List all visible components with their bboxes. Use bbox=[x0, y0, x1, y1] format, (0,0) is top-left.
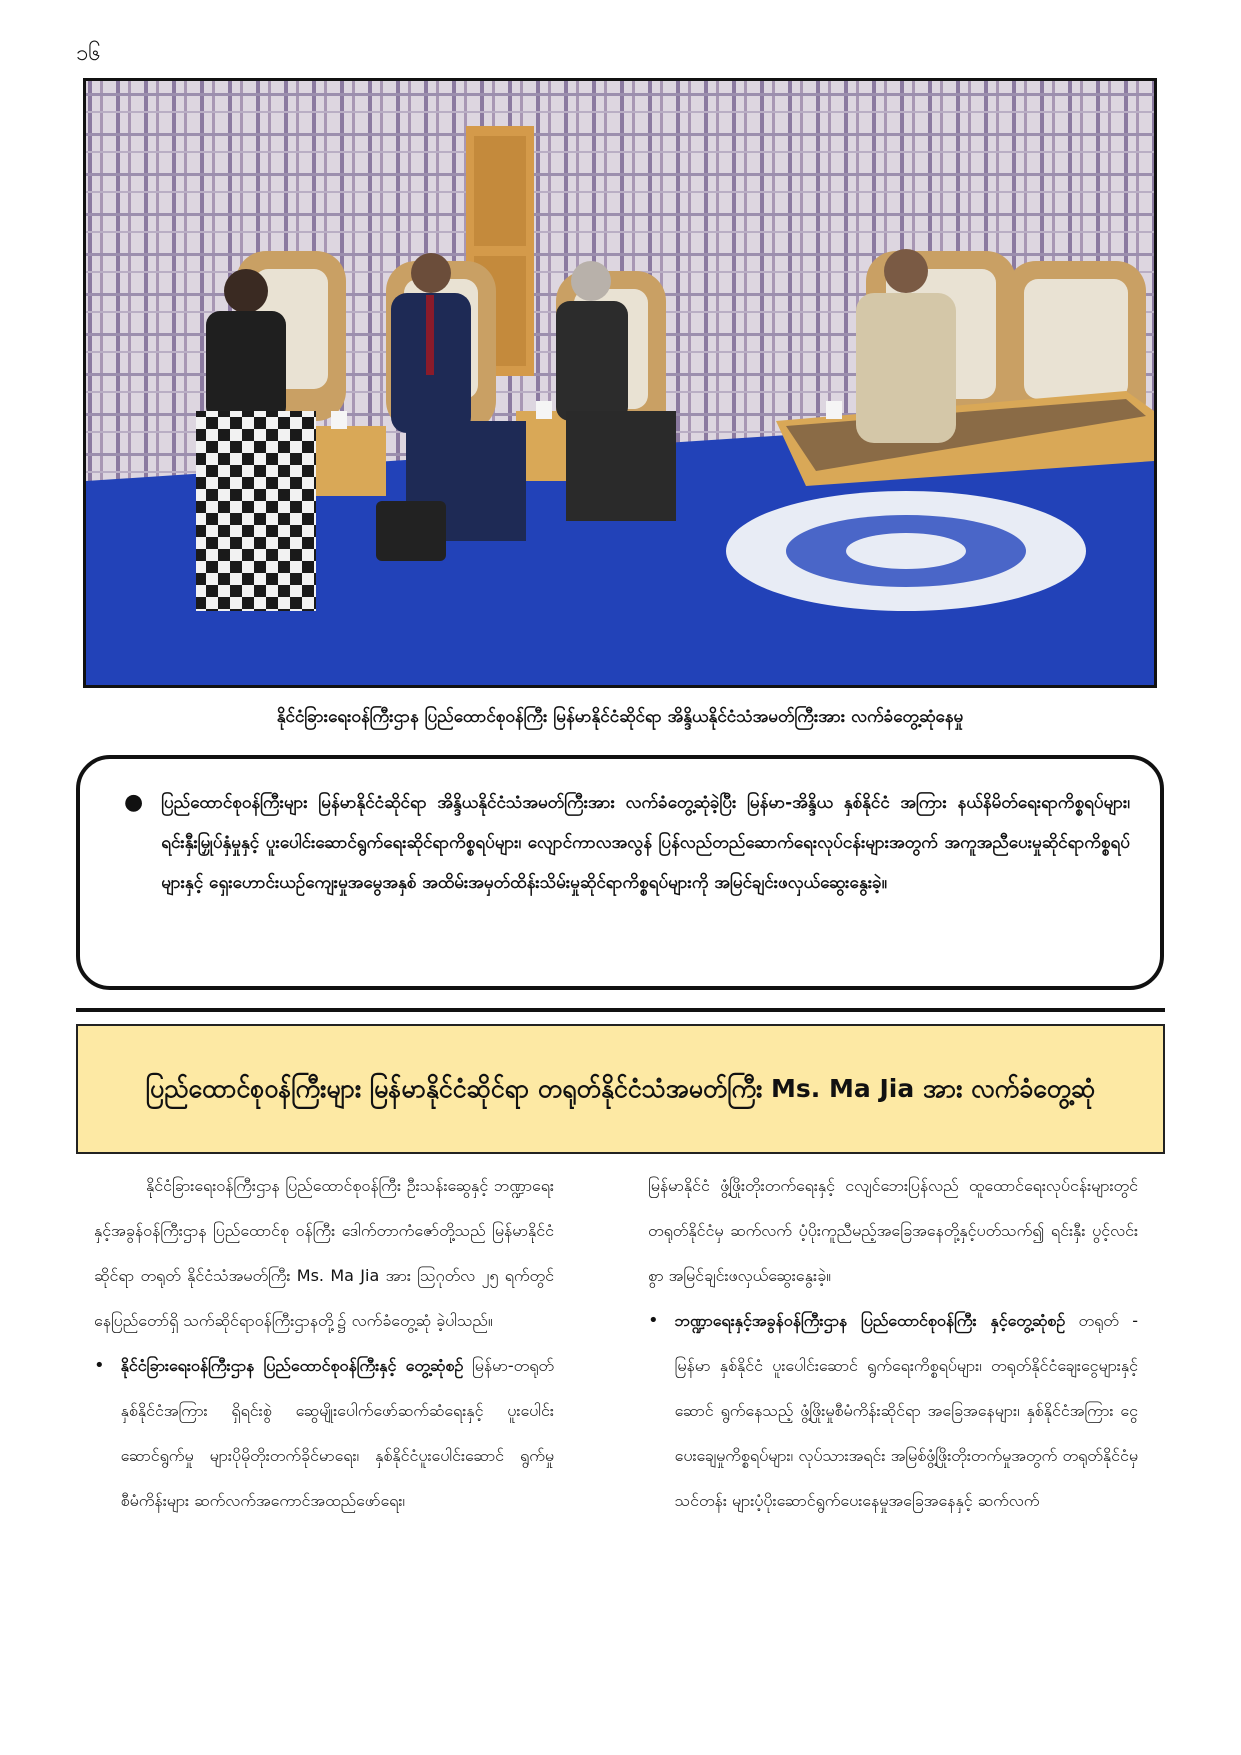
list-item-heading: နိုင်ငံခြားရေးဝန်ကြီးဌာန ပြည်ထောင်စုဝန်ကြီးနှင့် တွေ့ဆုံစဉ် bbox=[120, 1356, 464, 1375]
right-column bbox=[648, 1163, 1138, 1523]
headline-box bbox=[76, 1024, 1165, 1154]
list-item-body: မြန်မာ-တရုတ် နှစ်နိုင်ငံအကြား ရှိရင်းစွဲ ဆွေမျိုးပေါက်ဖော်ဆက်ဆံရေးနှင့် ပူးပေါင်းဆောင်ရွက်မှု များပိုမိုတိုးတက်ခိုင်မာရေး၊ နှစ်နိုင်ငံပူးပေါင်းဆောင် ရွက်မှုစီမံကိန်းများ ဆက်လက်အကောင်အထည်ဖော်ရေး၊ bbox=[120, 1356, 554, 1510]
bullet-icon: • bbox=[94, 1355, 105, 1376]
list-item-text bbox=[675, 1298, 1138, 1523]
photo-caption: နိုင်ငံခြားရေးဝန်ကြီးဌာန ပြည်ထောင်စုဝန်ကြီး မြန်မာနိုင်ငံဆိုင်ရာ အိန္ဒိယနိုင်ငံသံအမတ်ကြီးအား လက်ခံတွေ့ဆုံနေမှု bbox=[276, 707, 964, 727]
list-item-heading: ဘဏ္ဍာရေးနှင့်အခွန်ဝန်ကြီးဌာန ပြည်ထောင်စုဝန်ကြီး နှင့်တွေ့ဆုံစဉ် bbox=[674, 1311, 1066, 1330]
left-column bbox=[94, 1163, 554, 1523]
meeting-photo bbox=[83, 78, 1157, 688]
summary-box bbox=[76, 755, 1164, 990]
bullet-icon: ● bbox=[124, 790, 144, 815]
bullet-icon: • bbox=[648, 1310, 659, 1331]
page-number: ၁၆ bbox=[76, 41, 101, 66]
summary-text: ပြည်ထောင်စုဝန်ကြီးများ မြန်မာနိုင်ငံဆိုင်ရာ အိန္ဒိယနိုင်ငံသံအမတ်ကြီးအား လက်ခံတွေ့ဆုံခဲ့ပြီး မြန်မာ-အိန္ဒိယ နှစ်နိုင်ငံ အကြား နယ်နိမိတ်ရေးရာကိစ္စရပ်များ၊ ရင်းနှီးမြှုပ်နှံမှုနှင့် ပူးပေါင်းဆောင်ရွက်ရေးဆိုင်ရာကိစ္စရပ်များ၊ လျောင်ကာလအလွန် ပြန်လည်တည်ဆောက်ရေးလုပ်ငန်းများအတွက် အကူအညီပေးမှုဆိုင်ရာကိစ္စရပ်များနှင့် ရှေးဟောင်းယဉ်ကျေးမှုအမွေအနှစ် အထိမ်းအမှတ်ထိန်းသိမ်းမှုဆိုင်ရာကိစ္စရပ်များကို အမြင်ချင်းဖလှယ်ဆွေးနွေးခဲ့။ bbox=[161, 793, 1130, 893]
section-divider bbox=[76, 1008, 1165, 1012]
photo-meeting-scene-icon bbox=[86, 81, 1154, 685]
list-item bbox=[94, 1343, 554, 1523]
intro-paragraph: နိုင်ငံခြားရေးဝန်ကြီးဌာန ပြည်ထောင်စုဝန်ကြီး ဦးသန်းဆွေနှင့် ဘဏ္ဍာရေးနှင့်အခွန်ဝန်ကြီးဌာန ပြည်ထောင်စု ဝန်ကြီး ဒေါက်တာကံဇော်တို့သည် မြန်မာနိုင်ငံဆိုင်ရာ တရုတ် နိုင်ငံသံအမတ်ကြီး Ms. Ma Jia အား ဩဂုတ်လ ၂၅ ရက်တွင် နေပြည်တော်ရှိ သက်ဆိုင်ရာဝန်ကြီးဌာနတို့၌ လက်ခံတွေ့ဆုံ ခဲ့ပါသည်။ bbox=[94, 1176, 554, 1330]
article-headline: ပြည်ထောင်စုဝန်ကြီးများ မြန်မာနိုင်ငံဆိုင်ရာ တရုတ်နိုင်ငံသံအမတ်ကြီး Ms. Ma Jia အား လက်ခံတွေ့ဆုံ bbox=[145, 1074, 1096, 1103]
list-item-body: တရုတ် - မြန်မာ နှစ်နိုင်ငံ ပူးပေါင်းဆောင် ရွက်ရေးကိစ္စရပ်များ၊ တရုတ်နိုင်ငံချေးငွေများနှင့်ဆောင် ရွက်နေသည့် ဖွံ့ဖြိုးမှုစီမံကိန်းဆိုင်ရာ အခြေအနေများ၊ နှစ်နိုင်ငံအကြား ငွေပေးချေမှုကိစ္စရပ်များ၊ လုပ်သားအရင်း အမြစ်ဖွံ့ဖြိုးတိုးတက်မှုအတွက် တရုတ်နိုင်ငံမှ သင်တန်း များပံ့ပိုးဆောင်ရွက်ပေးနေမှုအခြေအနေနှင့် ဆက်လက် bbox=[674, 1311, 1138, 1510]
list-item bbox=[648, 1298, 1138, 1523]
list-item-text bbox=[121, 1343, 554, 1523]
continuation-paragraph: မြန်မာနိုင်ငံ ဖွံ့ဖြိုးတိုးတက်ရေးနှင့် ငလျင်ဘေးပြန်လည် ထူထောင်ရေးလုပ်ငန်းများတွင် တရုတ်နိုင်ငံမှ ဆက်လက် ပံ့ပိုးကူညီမည့်အခြေအနေတို့နှင့်ပတ်သက်၍ ရင်းနှီး ပွင့်လင်းစွာ အမြင်ချင်းဖလှယ်ဆွေးနွေးခဲ့။ bbox=[648, 1176, 1138, 1285]
